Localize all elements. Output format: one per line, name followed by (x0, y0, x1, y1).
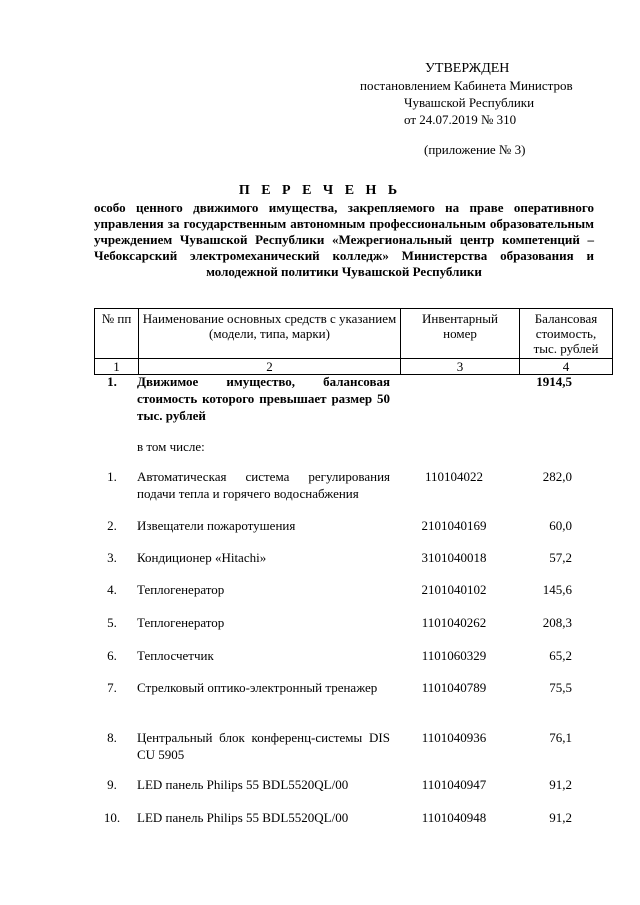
row-value: 60,0 (549, 518, 572, 533)
row-inventory: 1101040789 (421, 680, 487, 695)
row-number: 3. (107, 550, 117, 565)
row-number: 8. (107, 730, 117, 745)
column-number: 3 (401, 359, 520, 375)
approval-republic: Чувашской Республики (404, 95, 535, 110)
row-number: 10. (103, 810, 121, 825)
row-inventory: 1101040947 (421, 777, 487, 792)
row-name: Теплогенератор (137, 615, 225, 630)
row-number: 5. (107, 615, 117, 630)
row-number: 7. (107, 680, 117, 695)
header-number: № пп (95, 309, 139, 359)
row-inventory: 1101060329 (421, 648, 487, 663)
row-value: 91,2 (549, 810, 572, 825)
row-value: 75,5 (549, 680, 572, 695)
row-name: Стрелковый оптико-электронный тренажер (137, 680, 378, 695)
row-number: 6. (107, 648, 117, 663)
row-inventory: 2101040102 (421, 582, 487, 597)
appendix-label: (приложение № 3) (424, 142, 526, 157)
including-label: в том числе: (137, 439, 205, 454)
row-inventory: 3101040018 (421, 550, 487, 565)
row-value: 76,1 (549, 730, 572, 745)
row-number: 4. (107, 582, 117, 597)
row-name: Центральный блок конференц-системы DIS CU 5905 (137, 730, 390, 762)
document-heading: особо ценного движимого имущества, закрепляемого на праве оперативного управления за государственным автономным профессиональным образовательным учреждением Чувашской Республики «Межрегиональный центр компетенций – Чебоксарский электромеханический колледж» Министерства образования и молодежной политики Чувашской Республики (94, 200, 594, 279)
row-name: Извещатели пожаротушения (137, 518, 296, 533)
row-name: Движимое имущество, балансовая стоимость которого превышает размер 50 тыс. рублей (137, 374, 390, 423)
row-value: 91,2 (549, 777, 572, 792)
column-number: 4 (520, 359, 613, 375)
header-name: Наименование основных средств с указанием (модели, типа, марки) (139, 309, 401, 359)
row-inventory: 1101040262 (421, 615, 487, 630)
row-number: 1. (107, 374, 117, 389)
row-inventory: 1101040948 (421, 810, 487, 825)
row-name: LED панель Philips 55 BDL5520QL/00 (137, 777, 349, 792)
header-value: Балансовая стоимость, тыс. рублей (520, 309, 613, 359)
row-number: 1. (107, 469, 117, 484)
row-inventory: 110104022 (424, 469, 484, 484)
row-inventory: 1101040936 (421, 730, 487, 745)
row-value: 208,3 (542, 615, 572, 630)
row-value: 145,6 (542, 582, 572, 597)
approval-title: УТВЕРЖДЕН (425, 61, 510, 76)
document-title: П Е Р Е Ч Е Н Ь (238, 183, 402, 198)
column-number: 2 (139, 359, 401, 375)
row-number: 9. (107, 777, 117, 792)
assets-table-header (94, 308, 613, 375)
row-name: LED панель Philips 55 BDL5520QL/00 (137, 810, 349, 825)
row-value: 57,2 (549, 550, 572, 565)
header-inventory: Инвентарный номер (401, 309, 520, 359)
row-value: 282,0 (542, 469, 572, 484)
row-name: Теплогенератор (137, 582, 225, 597)
approval-date: от 24.07.2019 № 310 (404, 112, 517, 127)
row-name: Теплосчетчик (137, 648, 214, 663)
row-inventory: 2101040169 (421, 518, 487, 533)
approval-resolution: постановлением Кабинета Министров (360, 78, 573, 93)
approval-block (360, 60, 610, 128)
row-name: Автоматическая система регулирования подачи тепла и горячего водоснабжения (137, 469, 390, 501)
column-number: 1 (95, 359, 139, 375)
row-value: 1914,5 (536, 374, 572, 389)
row-name: Кондиционер «Hitachi» (137, 550, 267, 565)
row-number: 2. (107, 518, 117, 533)
row-value: 65,2 (549, 648, 572, 663)
